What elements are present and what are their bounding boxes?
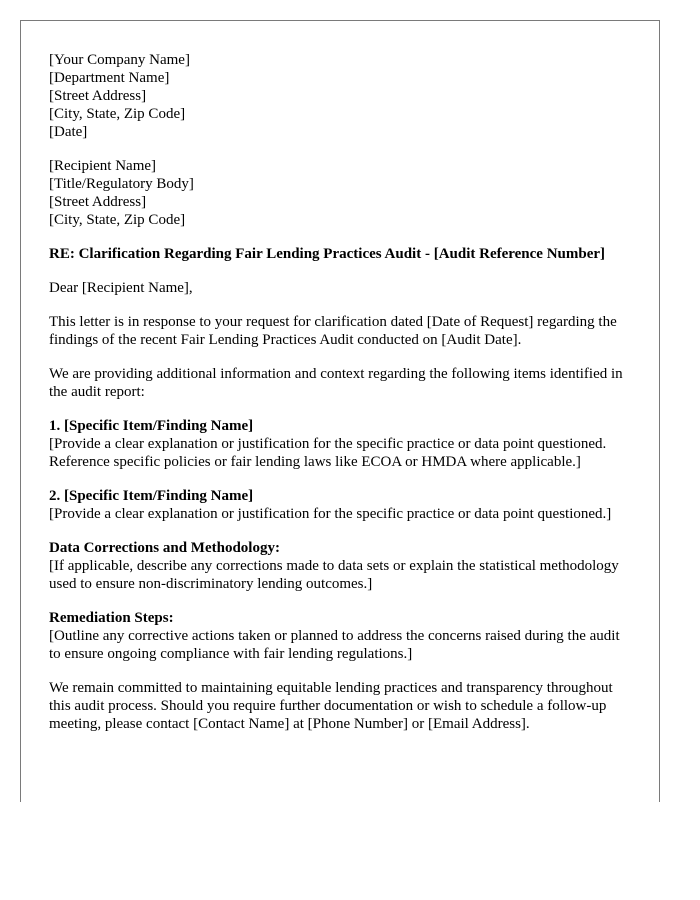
recipient-street: [Street Address]	[49, 194, 147, 210]
subject-line: RE: Clarification Regarding Fair Lending Practices Audit - [Audit Reference Number]	[49, 246, 606, 262]
intro-paragraph: This letter is in response to your request for clarification dated [Date of Request] regarding the findings of the recent Fair Lending Practices Audit conducted on [Audit Date].	[49, 314, 617, 348]
closing-paragraph: We remain committed to maintaining equitable lending practices and transparency throughout this audit process. Should you require further documentation or wish to schedule a follow-up meeting, please contact [Contact Name] at [Phone Number] or [Email Address].	[49, 680, 613, 732]
finding-heading: 2. [Specific Item/Finding Name]	[49, 488, 254, 504]
data-corrections-section	[49, 539, 631, 593]
letter-content	[49, 51, 631, 749]
sender-city: [City, State, Zip Code]	[49, 106, 186, 122]
finding-item	[49, 417, 631, 471]
sender-street: [Street Address]	[49, 88, 147, 104]
salutation: Dear [Recipient Name],	[49, 280, 193, 296]
recipient-name: [Recipient Name]	[49, 158, 157, 174]
finding-body: [Provide a clear explanation or justification for the specific practice or data point questioned.]	[49, 506, 612, 522]
finding-heading: 1. [Specific Item/Finding Name]	[49, 418, 254, 434]
remediation-section	[49, 609, 631, 663]
remediation-heading: Remediation Steps:	[49, 610, 174, 626]
recipient-title: [Title/Regulatory Body]	[49, 176, 194, 192]
remediation-body: [Outline any corrective actions taken or planned to address the concerns raised during the audit to ensure ongoing compliance with fair lending regulations.]	[49, 628, 620, 662]
sender-address	[49, 51, 631, 141]
finding-body: [Provide a clear explanation or justification for the specific practice or data point questioned. Reference specific policies or fair lending laws like ECOA or HMDA where applicable.]	[49, 436, 607, 470]
recipient-city: [City, State, Zip Code]	[49, 212, 186, 228]
sender-company: [Your Company Name]	[49, 52, 190, 68]
letter-page	[20, 20, 660, 802]
data-corrections-heading: Data Corrections and Methodology:	[49, 540, 280, 556]
recipient-address	[49, 157, 631, 229]
sender-department: [Department Name]	[49, 70, 170, 86]
context-paragraph: We are providing additional information and context regarding the following items identified in the audit report:	[49, 366, 623, 400]
finding-item	[49, 487, 631, 523]
letter-date: [Date]	[49, 124, 88, 140]
data-corrections-body: [If applicable, describe any corrections made to data sets or explain the statistical methodology used to ensure non-discriminatory lending outcomes.]	[49, 558, 619, 592]
